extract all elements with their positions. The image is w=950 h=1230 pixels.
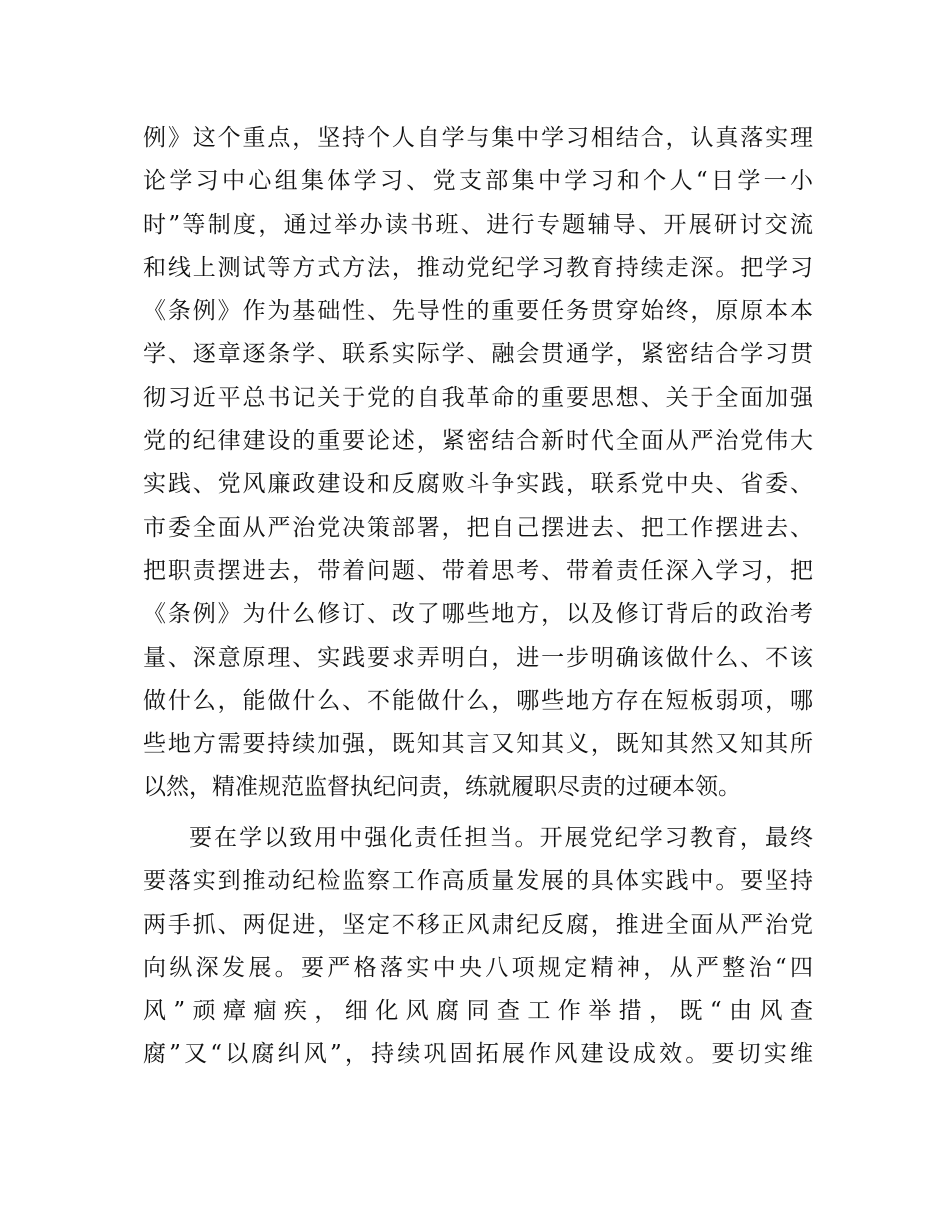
text-line: 些地方需要持续加强，既知其言又知其义，既知其然又知其所 — [143, 731, 813, 758]
text-line: 要在学以致用中强化责任担当。开展党纪学习教育，最终 — [189, 825, 813, 851]
text-line: 向纵深发展。要严格落实中央八项规定精神，从严整治“四 — [143, 954, 813, 981]
text-line: 把职责摆进去，带着问题、带着思考、带着责任深入学习，把 — [143, 557, 813, 584]
text-line: 风”顽瘴痼疾，细化风腐同查工作举措，既“由风查 — [143, 998, 813, 1025]
text-line: 例》这个重点，坚持个人自学与集中学习相结合，认真落实理 — [143, 125, 813, 151]
paragraph-1 — [143, 117, 813, 810]
text-line: 两手抓、两促进，坚定不移正风肃纪反腐，推进全面从严治党 — [143, 911, 813, 938]
text-line: 时”等制度，通过举办读书班、进行专题辅导、开展研讨交流 — [143, 211, 813, 238]
text-line: 彻习近平总书记关于党的自我革命的重要思想、关于全面加强 — [143, 384, 813, 411]
text-line: 市委全面从严治党决策部署，把自己摆进去、把工作摆进去、 — [143, 514, 813, 541]
text-line: 《条例》为什么修订、改了哪些地方，以及修订背后的政治考 — [143, 601, 813, 628]
text-line: 量、深意原理、实践要求弄明白，进一步明确该做什么、不该 — [143, 644, 813, 671]
text-line: 党的纪律建设的重要论述，紧密结合新时代全面从严治党伟大 — [143, 428, 813, 455]
text-line: 以然，精准规范监督执纪问责，练就履职尽责的过硬本领。 — [143, 774, 741, 801]
text-line: 要落实到推动纪检监察工作高质量发展的具体实践中。要坚持 — [143, 868, 813, 895]
paragraph-2 — [143, 817, 813, 1077]
text-line: 学、逐章逐条学、联系实际学、融会贯通学，紧密结合学习贯 — [143, 341, 813, 368]
text-line: 做什么，能做什么、不能做什么，哪些地方存在短板弱项，哪 — [143, 687, 813, 714]
text-line: 实践、党风廉政建设和反腐败斗争实践，联系党中央、省委、 — [143, 471, 813, 498]
text-line: 和线上测试等方式方法，推动党纪学习教育持续走深。把学习 — [143, 254, 813, 281]
text-line: 腐”又“以腐纠风”，持续巩固拓展作风建设成效。要切实维 — [143, 1041, 813, 1068]
text-line: 《条例》作为基础性、先导性的重要任务贯穿始终，原原本本 — [143, 298, 813, 325]
text-line: 论学习中心组集体学习、党支部集中学习和个人“日学一小 — [143, 168, 813, 195]
